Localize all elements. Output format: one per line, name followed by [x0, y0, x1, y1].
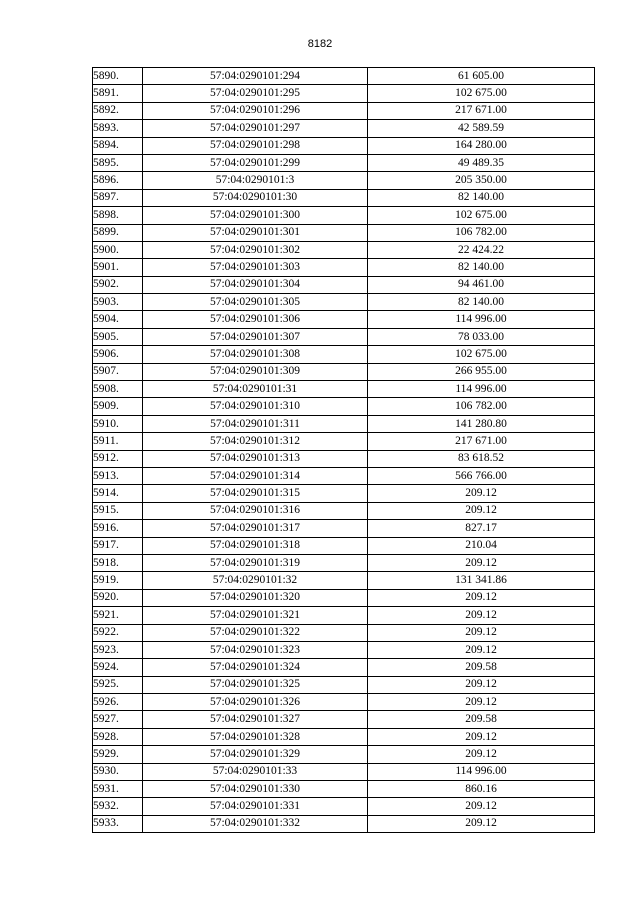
table-row	[93, 641, 595, 658]
row-number-cell: 5898.	[93, 207, 143, 224]
cadastral-value-cell: 102 675.00	[368, 346, 595, 363]
cadastral-value-cell: 210.04	[368, 537, 595, 554]
cadastral-value-cell: 209.12	[368, 746, 595, 763]
cadastral-value-cell: 209.12	[368, 798, 595, 815]
cadastral-number-cell: 57:04:0290101:324	[143, 659, 368, 676]
cadastral-number-cell: 57:04:0290101:298	[143, 137, 368, 154]
table-row	[93, 328, 595, 345]
cadastral-value-cell: 209.12	[368, 624, 595, 641]
cadastral-number-cell: 57:04:0290101:319	[143, 554, 368, 571]
table-row	[93, 120, 595, 137]
row-number-cell: 5894.	[93, 137, 143, 154]
cadastral-number-cell: 57:04:0290101:312	[143, 433, 368, 450]
cadastral-value-cell: 209.12	[368, 502, 595, 519]
row-number-cell: 5920.	[93, 589, 143, 606]
row-number-cell: 5902.	[93, 276, 143, 293]
table-row	[93, 815, 595, 832]
cadastral-number-cell: 57:04:0290101:315	[143, 485, 368, 502]
table-row	[93, 746, 595, 763]
row-number-cell: 5926.	[93, 694, 143, 711]
cadastral-number-cell: 57:04:0290101:325	[143, 676, 368, 693]
cadastral-value-cell: 209.12	[368, 694, 595, 711]
row-number-cell: 5890.	[93, 68, 143, 85]
row-number-cell: 5908.	[93, 381, 143, 398]
row-number-cell: 5911.	[93, 433, 143, 450]
cadastral-number-cell: 57:04:0290101:304	[143, 276, 368, 293]
cadastral-value-cell: 78 033.00	[368, 328, 595, 345]
cadastral-number-cell: 57:04:0290101:305	[143, 294, 368, 311]
row-number-cell: 5916.	[93, 520, 143, 537]
row-number-cell: 5904.	[93, 311, 143, 328]
cadastral-value-cell: 164 280.00	[368, 137, 595, 154]
cadastral-number-cell: 57:04:0290101:30	[143, 189, 368, 206]
cadastral-number-cell: 57:04:0290101:3	[143, 172, 368, 189]
table-row	[93, 294, 595, 311]
table-row	[93, 659, 595, 676]
table-body	[93, 68, 595, 833]
table-row	[93, 502, 595, 519]
cadastral-number-cell: 57:04:0290101:317	[143, 520, 368, 537]
cadastral-number-cell: 57:04:0290101:323	[143, 641, 368, 658]
table-row	[93, 554, 595, 571]
cadastral-value-cell: 209.12	[368, 607, 595, 624]
table-row	[93, 589, 595, 606]
row-number-cell: 5905.	[93, 328, 143, 345]
cadastral-value-cell: 205 350.00	[368, 172, 595, 189]
cadastral-number-cell: 57:04:0290101:31	[143, 381, 368, 398]
cadastral-value-cell: 209.12	[368, 589, 595, 606]
cadastral-value-table	[92, 67, 595, 833]
table-row	[93, 711, 595, 728]
row-number-cell: 5921.	[93, 607, 143, 624]
table-row	[93, 433, 595, 450]
row-number-cell: 5923.	[93, 641, 143, 658]
table-row	[93, 224, 595, 241]
row-number-cell: 5903.	[93, 294, 143, 311]
row-number-cell: 5919.	[93, 572, 143, 589]
cadastral-number-cell: 57:04:0290101:300	[143, 207, 368, 224]
cadastral-value-cell: 114 996.00	[368, 381, 595, 398]
cadastral-value-cell: 22 424.22	[368, 241, 595, 258]
table-row	[93, 137, 595, 154]
cadastral-number-cell: 57:04:0290101:321	[143, 607, 368, 624]
row-number-cell: 5910.	[93, 415, 143, 432]
cadastral-value-cell: 82 140.00	[368, 294, 595, 311]
cadastral-value-cell: 209.12	[368, 485, 595, 502]
row-number-cell: 5912.	[93, 450, 143, 467]
cadastral-value-cell: 566 766.00	[368, 467, 595, 484]
row-number-cell: 5915.	[93, 502, 143, 519]
table-row	[93, 467, 595, 484]
cadastral-value-cell: 217 671.00	[368, 433, 595, 450]
cadastral-value-cell: 106 782.00	[368, 398, 595, 415]
row-number-cell: 5914.	[93, 485, 143, 502]
row-number-cell: 5900.	[93, 241, 143, 258]
cadastral-number-cell: 57:04:0290101:294	[143, 68, 368, 85]
cadastral-number-cell: 57:04:0290101:309	[143, 363, 368, 380]
cadastral-number-cell: 57:04:0290101:303	[143, 259, 368, 276]
row-number-cell: 5896.	[93, 172, 143, 189]
cadastral-value-cell: 82 140.00	[368, 189, 595, 206]
cadastral-number-cell: 57:04:0290101:332	[143, 815, 368, 832]
cadastral-value-cell: 209.12	[368, 641, 595, 658]
cadastral-number-cell: 57:04:0290101:295	[143, 85, 368, 102]
row-number-cell: 5901.	[93, 259, 143, 276]
row-number-cell: 5907.	[93, 363, 143, 380]
cadastral-value-cell: 860.16	[368, 781, 595, 798]
row-number-cell: 5931.	[93, 781, 143, 798]
table-row	[93, 520, 595, 537]
cadastral-value-cell: 102 675.00	[368, 207, 595, 224]
row-number-cell: 5892.	[93, 102, 143, 119]
table-row	[93, 798, 595, 815]
table-row	[93, 102, 595, 119]
row-number-cell: 5933.	[93, 815, 143, 832]
cadastral-value-cell: 209.58	[368, 659, 595, 676]
cadastral-value-cell: 114 996.00	[368, 763, 595, 780]
row-number-cell: 5891.	[93, 85, 143, 102]
table-row	[93, 728, 595, 745]
row-number-cell: 5930.	[93, 763, 143, 780]
row-number-cell: 5895.	[93, 154, 143, 171]
cadastral-number-cell: 57:04:0290101:307	[143, 328, 368, 345]
table-row	[93, 241, 595, 258]
cadastral-value-cell: 114 996.00	[368, 311, 595, 328]
cadastral-number-cell: 57:04:0290101:328	[143, 728, 368, 745]
row-number-cell: 5909.	[93, 398, 143, 415]
table-row	[93, 381, 595, 398]
cadastral-value-cell: 209.12	[368, 728, 595, 745]
cadastral-value-cell: 141 280.80	[368, 415, 595, 432]
table-row	[93, 537, 595, 554]
table-row	[93, 276, 595, 293]
table-row	[93, 676, 595, 693]
cadastral-value-cell: 61 605.00	[368, 68, 595, 85]
cadastral-number-cell: 57:04:0290101:301	[143, 224, 368, 241]
row-number-cell: 5927.	[93, 711, 143, 728]
cadastral-number-cell: 57:04:0290101:311	[143, 415, 368, 432]
row-number-cell: 5929.	[93, 746, 143, 763]
cadastral-number-cell: 57:04:0290101:299	[143, 154, 368, 171]
table-row	[93, 85, 595, 102]
cadastral-number-cell: 57:04:0290101:322	[143, 624, 368, 641]
row-number-cell: 5925.	[93, 676, 143, 693]
cadastral-value-cell: 827.17	[368, 520, 595, 537]
row-number-cell: 5906.	[93, 346, 143, 363]
cadastral-value-cell: 209.58	[368, 711, 595, 728]
row-number-cell: 5893.	[93, 120, 143, 137]
table-row	[93, 311, 595, 328]
table-row	[93, 572, 595, 589]
cadastral-value-cell: 42 589.59	[368, 120, 595, 137]
table-row	[93, 68, 595, 85]
cadastral-value-cell: 102 675.00	[368, 85, 595, 102]
table-row	[93, 259, 595, 276]
cadastral-value-cell: 82 140.00	[368, 259, 595, 276]
table-row	[93, 398, 595, 415]
table-row	[93, 363, 595, 380]
table-row	[93, 763, 595, 780]
cadastral-number-cell: 57:04:0290101:320	[143, 589, 368, 606]
cadastral-value-cell: 106 782.00	[368, 224, 595, 241]
row-number-cell: 5899.	[93, 224, 143, 241]
cadastral-value-cell: 94 461.00	[368, 276, 595, 293]
cadastral-value-cell: 266 955.00	[368, 363, 595, 380]
table-row	[93, 172, 595, 189]
cadastral-number-cell: 57:04:0290101:316	[143, 502, 368, 519]
cadastral-number-cell: 57:04:0290101:33	[143, 763, 368, 780]
table-row	[93, 607, 595, 624]
cadastral-value-cell: 209.12	[368, 815, 595, 832]
cadastral-number-cell: 57:04:0290101:32	[143, 572, 368, 589]
row-number-cell: 5928.	[93, 728, 143, 745]
row-number-cell: 5918.	[93, 554, 143, 571]
table-row	[93, 485, 595, 502]
row-number-cell: 5924.	[93, 659, 143, 676]
cadastral-number-cell: 57:04:0290101:310	[143, 398, 368, 415]
table-row	[93, 189, 595, 206]
table-row	[93, 154, 595, 171]
cadastral-number-cell: 57:04:0290101:331	[143, 798, 368, 815]
cadastral-value-cell: 209.12	[368, 554, 595, 571]
cadastral-number-cell: 57:04:0290101:326	[143, 694, 368, 711]
table-row	[93, 624, 595, 641]
row-number-cell: 5913.	[93, 467, 143, 484]
row-number-cell: 5917.	[93, 537, 143, 554]
cadastral-number-cell: 57:04:0290101:297	[143, 120, 368, 137]
cadastral-value-cell: 217 671.00	[368, 102, 595, 119]
cadastral-number-cell: 57:04:0290101:296	[143, 102, 368, 119]
cadastral-number-cell: 57:04:0290101:329	[143, 746, 368, 763]
table-row	[93, 346, 595, 363]
cadastral-number-cell: 57:04:0290101:308	[143, 346, 368, 363]
cadastral-number-cell: 57:04:0290101:330	[143, 781, 368, 798]
cadastral-number-cell: 57:04:0290101:318	[143, 537, 368, 554]
cadastral-value-cell: 49 489.35	[368, 154, 595, 171]
row-number-cell: 5897.	[93, 189, 143, 206]
table-row	[93, 450, 595, 467]
cadastral-value-cell: 131 341.86	[368, 572, 595, 589]
page-number: 8182	[307, 38, 333, 50]
table-row	[93, 781, 595, 798]
table-row	[93, 694, 595, 711]
cadastral-number-cell: 57:04:0290101:327	[143, 711, 368, 728]
cadastral-value-cell: 83 618.52	[368, 450, 595, 467]
cadastral-number-cell: 57:04:0290101:306	[143, 311, 368, 328]
table-row	[93, 207, 595, 224]
cadastral-number-cell: 57:04:0290101:314	[143, 467, 368, 484]
row-number-cell: 5932.	[93, 798, 143, 815]
row-number-cell: 5922.	[93, 624, 143, 641]
cadastral-number-cell: 57:04:0290101:313	[143, 450, 368, 467]
table-row	[93, 415, 595, 432]
cadastral-number-cell: 57:04:0290101:302	[143, 241, 368, 258]
cadastral-value-cell: 209.12	[368, 676, 595, 693]
